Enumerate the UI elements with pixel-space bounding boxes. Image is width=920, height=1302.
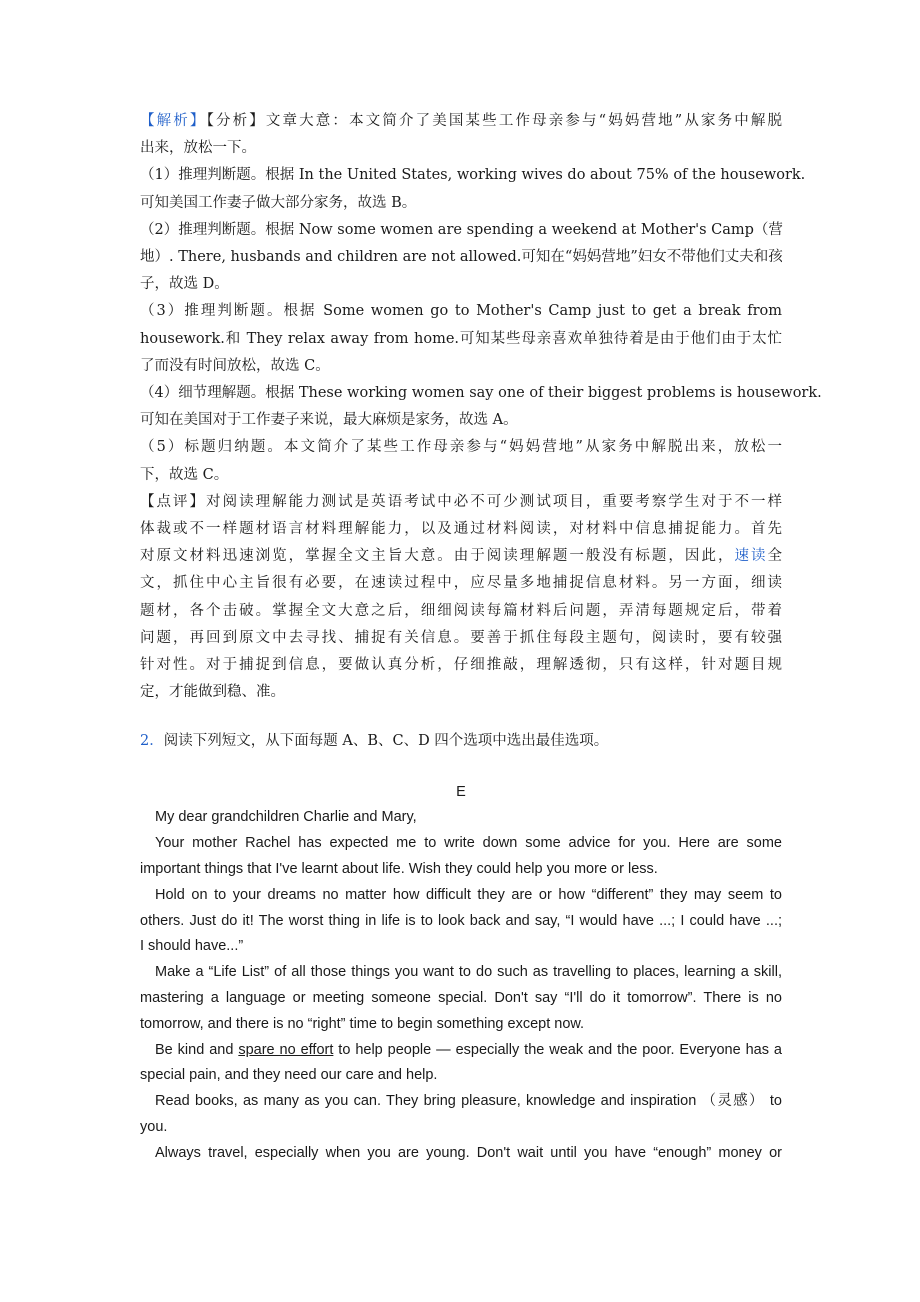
passage-p3-line-1: Make a “Life List” of all those things you want to do such as travelling to places, learning a skill,: [155, 964, 782, 981]
passage-p5-line-2: you.: [140, 1119, 168, 1136]
passage-p5-line-1: Read books, as many as you can. They bring pleasure, knowledge and inspiration （灵感） to: [155, 1093, 782, 1110]
q3-line-1: （3）推理判断题。根据 Some women go to Mother's Camp just to get a break from: [140, 303, 782, 320]
q2-line-1: （2）推理判断题。根据 Now some women are spending a weekend at Mother's Camp（营: [140, 221, 783, 238]
q2-line-3: 子，故选 D。: [140, 276, 229, 293]
question-instruction: 阅读下列短文，从下面每题 A、B、C、D 四个选项中选出最佳选项。: [163, 733, 609, 750]
comment-line-4: 文，抓住中心主旨很有必要，在速读过程中，应尽量多地捕捉信息材料。另一方面，细读: [140, 575, 782, 592]
q2-line-2: 地）. There, husbands and children are not allowed.可知在“妈妈营地”妇女不带他们丈夫和孩: [140, 249, 783, 266]
passage-greeting: My dear grandchildren Charlie and Mary,: [155, 809, 417, 826]
comment-line-7: 针对性。对于捕捉到信息，要做认真分析，仔细推敲，理解透彻，只有这样，针对题目规: [140, 657, 782, 674]
passage-p3-line-2: mastering a language or meeting someone special. Don't say “I'll do it tomorrow”. There is no: [140, 990, 782, 1007]
passage-p4-line-1: Be kind and spare no effort to help people — especially the weak and the poor. Everyone has a: [155, 1041, 782, 1058]
passage-p4-line-2: special pain, and they need our care and help.: [140, 1067, 438, 1084]
analysis-summary-line-1: 【解析】【分析】文章大意：本文简介了美国某些工作母亲参与“妈妈营地”从家务中解脱: [140, 113, 783, 129]
q1-line-2: 可知美国工作妻子做大部分家务，故选 B。: [140, 194, 417, 211]
q5-line-1: （5）标题归纳题。本文简介了某些工作母亲参与“妈妈营地”从家务中解脱出来，放松一: [140, 439, 782, 456]
document-body: [140, 108, 822, 1167]
fenxi-tag: 【分析】: [206, 113, 266, 129]
passage-p3-line-3: tomorrow, and there is no “right” time to begin something except now.: [140, 1015, 585, 1032]
passage-p1-line-1: Your mother Rachel has expected me to write down some advice for you. Here are some: [155, 835, 782, 852]
passage-p2-line-1: Hold on to your dreams no matter how difficult they are or how “different” they may seem to: [155, 886, 782, 903]
underlined-phrase: spare no effort: [238, 1041, 334, 1058]
q5-line-2: 下，故选 C。: [140, 466, 229, 483]
q3-line-2: housework.和 They relax away from home.可知某些母亲喜欢单独待着是由于他们由于太忙: [140, 330, 782, 347]
passage-p2-line-2: others. Just do it! The worst thing in life is to look back and say, “I would have ...; I could have ...;: [140, 912, 782, 929]
comment-line-5: 题材，各个击破。掌握全文大意之后，细细阅读每篇材料后问题，弄清每题规定后，带着: [140, 602, 782, 619]
speed-reading-link[interactable]: 速读: [734, 548, 768, 565]
q4-line-1: （4）细节理解题。根据 These working women say one of their biggest problems is housework.: [140, 385, 822, 402]
passage: [140, 780, 782, 1167]
analysis-summary-line-2: 出来，放松一下。: [140, 140, 256, 157]
comment-line-1: 【点评】对阅读理解能力测试是英语考试中必不可少测试项目，重要考察学生对于不一样: [140, 493, 782, 510]
comment-line-3: 对原文材料迅速浏览，掌握全文主旨大意。由于阅读理解题一般没有标题，因此，速读全: [140, 548, 783, 565]
comment-line-2: 体裁或不一样题材语言材料理解能力，以及通过材料阅读，对材料中信息捕捉能力。首先: [140, 521, 782, 538]
passage-p6-line-1: Always travel, especially when you are young. Don't wait until you have “enough” money or: [155, 1144, 782, 1161]
passage-p1-line-2: important things that I've learnt about life. Wish they could help you more or less.: [140, 861, 658, 878]
q4-line-2: 可知在美国对于工作妻子来说，最大麻烦是家务，故选 A。: [140, 412, 518, 429]
passage-p2-line-3: I should have...”: [140, 938, 244, 955]
passage-title: E: [456, 783, 466, 800]
comment-line-6: 问题，再回到原文中去寻找、捕捉有关信息。要善于抓住每段主题句，阅读时，要有较强: [140, 629, 782, 646]
q3-line-3: 了而没有时间放松，故选 C。: [140, 357, 330, 374]
jiexi-tag: 【解析】: [140, 113, 207, 129]
question-2-heading: [140, 728, 782, 755]
question-number: 2．: [140, 733, 164, 750]
comment-line-8: 定，才能做到稳、准。: [140, 684, 285, 701]
q1-line-1: （1）推理判断题。根据 In the United States, working wives do about 75% of the housework.: [140, 167, 806, 184]
analysis-section: [140, 108, 822, 706]
